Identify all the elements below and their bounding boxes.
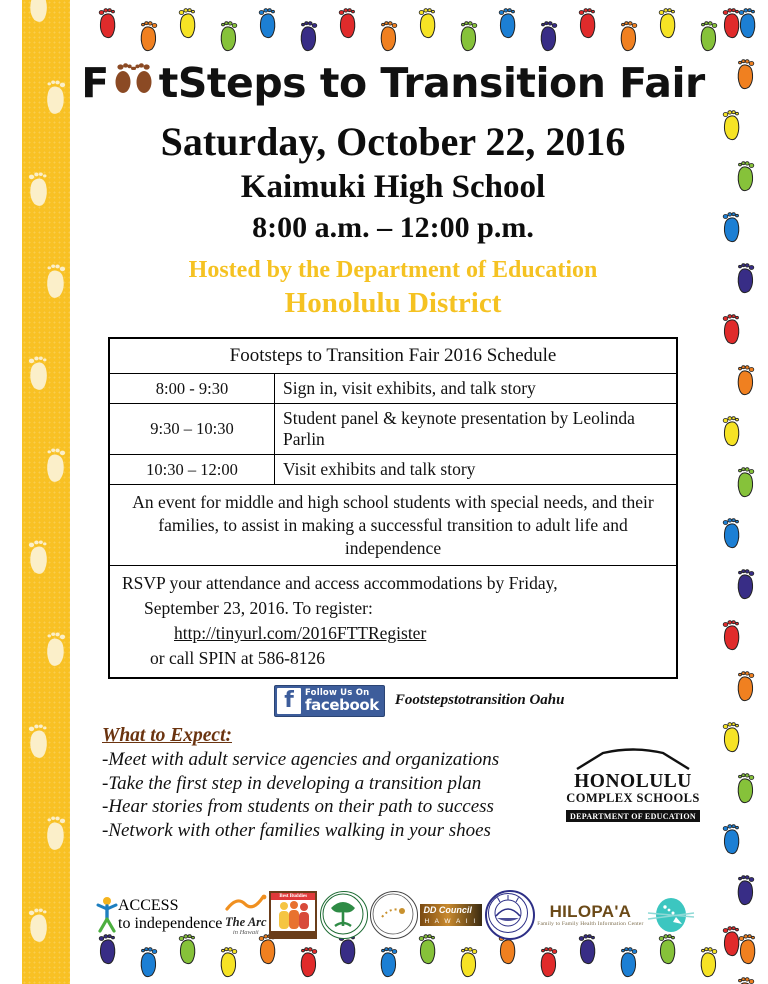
table-row-blurb	[109, 485, 677, 566]
sponsor-access-logo	[96, 887, 222, 943]
event-time: 8:00 a.m. – 12:00 p.m.	[252, 211, 534, 245]
facebook-follow-label: Follow Us On	[305, 687, 370, 698]
band-footprint-icon	[40, 440, 70, 495]
footprint-icon	[719, 414, 745, 453]
facebook-icon: f	[277, 688, 301, 714]
arc-wordmark: The Arc	[225, 915, 267, 929]
page-title	[81, 52, 705, 114]
footprint-icon	[719, 720, 745, 759]
left-yellow-band	[22, 0, 70, 984]
sponsor-doe-seal-logo	[485, 887, 535, 943]
schedule-table	[108, 337, 678, 679]
list-item: -Network with other families walking in your shoes	[102, 820, 491, 842]
footprint-icon	[735, 932, 761, 971]
facebook-handle: Footstepstotransition Oahu	[394, 692, 565, 709]
rsvp-register-link[interactable]: http://tinyurl.com/2016FTTRegister	[174, 623, 427, 644]
band-footprint-icon	[40, 256, 70, 311]
band-footprint-icon	[40, 808, 70, 863]
footprint-icon	[255, 6, 281, 45]
dd-council-wordmark: DD Council	[423, 905, 472, 915]
sponsor-doh-logo	[320, 887, 368, 943]
rsvp-line-2: September 23, 2016. To register:	[144, 598, 373, 619]
ccc-swirl-icon	[371, 892, 415, 936]
band-footprint-icon	[24, 716, 54, 771]
footprint-icon	[175, 6, 201, 45]
doe-seal-icon	[487, 892, 529, 934]
expect-section	[88, 725, 698, 843]
list-item: -Meet with adult service agencies and organizations	[102, 748, 500, 770]
sponsor-hawaii-islands-logo	[646, 887, 696, 943]
sponsor-logo-strip	[96, 884, 696, 946]
sponsor-dd-council-logo	[420, 887, 482, 943]
footprint-icon	[95, 6, 121, 45]
footprint-icon	[695, 945, 721, 984]
ccc-circle	[370, 891, 418, 939]
schedule-time: 9:30 – 10:30	[109, 404, 275, 455]
facebook-badge-text	[305, 689, 379, 714]
footprint-icon	[732, 159, 758, 198]
footprint-icon	[135, 945, 161, 984]
event-date: Saturday, October 22, 2016	[160, 119, 626, 164]
honolulu-complex-schools-logo	[564, 747, 702, 824]
event-description: An event for middle and high school students with special needs, and their families, to assist in making a successful transition to adult life and independence	[109, 485, 677, 566]
band-footprint-icon	[40, 72, 70, 127]
footprint-icon	[732, 261, 758, 300]
best-buddies-footer	[271, 931, 315, 937]
title-prefix: F	[81, 59, 109, 107]
footprint-icon	[719, 6, 745, 45]
footprint-icon	[732, 363, 758, 402]
top-footprint-border	[88, 0, 768, 58]
expect-list-wrap	[102, 725, 572, 843]
footprint-icon	[335, 6, 361, 45]
hilopaa-wordmark: HILOPA'A	[549, 901, 632, 921]
facebook-brand-label: facebook	[305, 696, 379, 715]
hilopaa-tagline: Family to Family Health Information Center	[537, 920, 644, 927]
footprint-icon	[495, 6, 521, 45]
title-footprints-icon	[111, 57, 157, 109]
band-footprint-icon	[24, 164, 54, 219]
band-footprint-icon	[24, 348, 54, 403]
doe-seal	[485, 890, 535, 940]
schedule-activity: Student panel & keynote presentation by Leolinda Parlin	[275, 404, 678, 455]
footprint-icon	[535, 945, 561, 984]
table-row-header	[109, 338, 677, 374]
band-footprint-icon	[24, 900, 54, 955]
band-footprint-icon	[40, 624, 70, 679]
facebook-row	[274, 685, 698, 717]
list-item: -Take the first step in developing a transition plan	[102, 772, 482, 794]
access-tagline: to independence	[118, 915, 223, 932]
expect-heading: What to Expect:	[102, 724, 232, 746]
sponsor-childrens-community-council-logo	[370, 887, 418, 943]
footprint-icon	[615, 945, 641, 984]
schedule-activity: Visit exhibits and talk story	[275, 455, 678, 485]
footprint-icon	[215, 945, 241, 984]
footprint-icon	[655, 6, 681, 45]
footprint-icon	[455, 945, 481, 984]
list-item: -Hear stories from students on their path to success	[102, 796, 494, 818]
band-footprint-icon	[24, 532, 54, 587]
footprint-icon	[719, 312, 745, 351]
roof-icon	[573, 747, 693, 771]
dd-council-banner	[420, 904, 482, 926]
footprint-icon	[732, 465, 758, 504]
facebook-badge[interactable]	[274, 685, 385, 717]
hawaii-islands-icon	[646, 893, 696, 937]
right-footprint-border	[704, 0, 768, 984]
footprint-icon	[719, 210, 745, 249]
footprint-icon	[719, 618, 745, 657]
sponsor-hilopaa-logo	[537, 887, 643, 943]
sponsor-arc-logo	[225, 887, 267, 943]
schedule-activity: Sign in, visit exhibits, and talk story	[275, 374, 678, 404]
doh-tree-icon	[321, 892, 365, 936]
dd-council-state: H A W A I I	[424, 918, 478, 925]
best-buddies-figures-icon	[271, 900, 315, 932]
footprint-icon	[415, 6, 441, 45]
footprint-icon	[295, 945, 321, 984]
title-suffix: tSteps to Transition Fair	[158, 59, 705, 107]
district-line: Honolulu District	[284, 287, 502, 320]
honolulu-logo-line3: DEPARTMENT OF EDUCATION	[566, 810, 700, 822]
schedule-time: 10:30 – 12:00	[109, 455, 275, 485]
footprint-icon	[732, 567, 758, 606]
footprint-icon	[732, 771, 758, 810]
honolulu-logo-line1: HONOLULU	[574, 770, 692, 792]
arc-swoosh-icon	[225, 894, 267, 912]
table-row	[109, 455, 677, 485]
doh-seal	[320, 891, 368, 939]
best-buddies-wordmark: Best Buddies	[271, 893, 315, 900]
footprint-icon	[732, 669, 758, 708]
flyer-content	[81, 52, 705, 843]
footprint-icon	[732, 57, 758, 96]
footprint-icon	[719, 516, 745, 555]
best-buddies-badge	[269, 891, 317, 939]
schedule-header: Footsteps to Transition Fair 2016 Schedule	[109, 338, 677, 374]
table-row	[109, 374, 677, 404]
table-row-rsvp	[109, 566, 677, 678]
table-row	[109, 404, 677, 455]
host-line: Hosted by the Department of Education	[188, 256, 598, 283]
rsvp-phone: or call SPIN at 586-8126	[150, 648, 325, 668]
rsvp-line-1: RSVP your attendance and access accommodations by Friday,	[122, 573, 558, 594]
event-venue: Kaimuki High School	[240, 169, 546, 206]
footprint-icon	[375, 945, 401, 984]
footprint-icon	[719, 108, 745, 147]
rsvp-block	[109, 566, 677, 678]
footprint-icon	[732, 873, 758, 912]
footprint-icon	[575, 6, 601, 45]
access-figure-icon	[96, 895, 118, 935]
arc-tagline: in Hawaii	[232, 928, 259, 936]
expect-list	[102, 748, 572, 843]
access-wordmark: ACCESS	[118, 897, 179, 914]
schedule-time: 8:00 - 9:30	[109, 374, 275, 404]
footprint-icon	[719, 822, 745, 861]
honolulu-logo-line2: COMPLEX SCHOOLS	[566, 791, 700, 806]
band-footprint-icon	[24, 0, 54, 35]
sponsor-best-buddies-logo	[269, 887, 317, 943]
